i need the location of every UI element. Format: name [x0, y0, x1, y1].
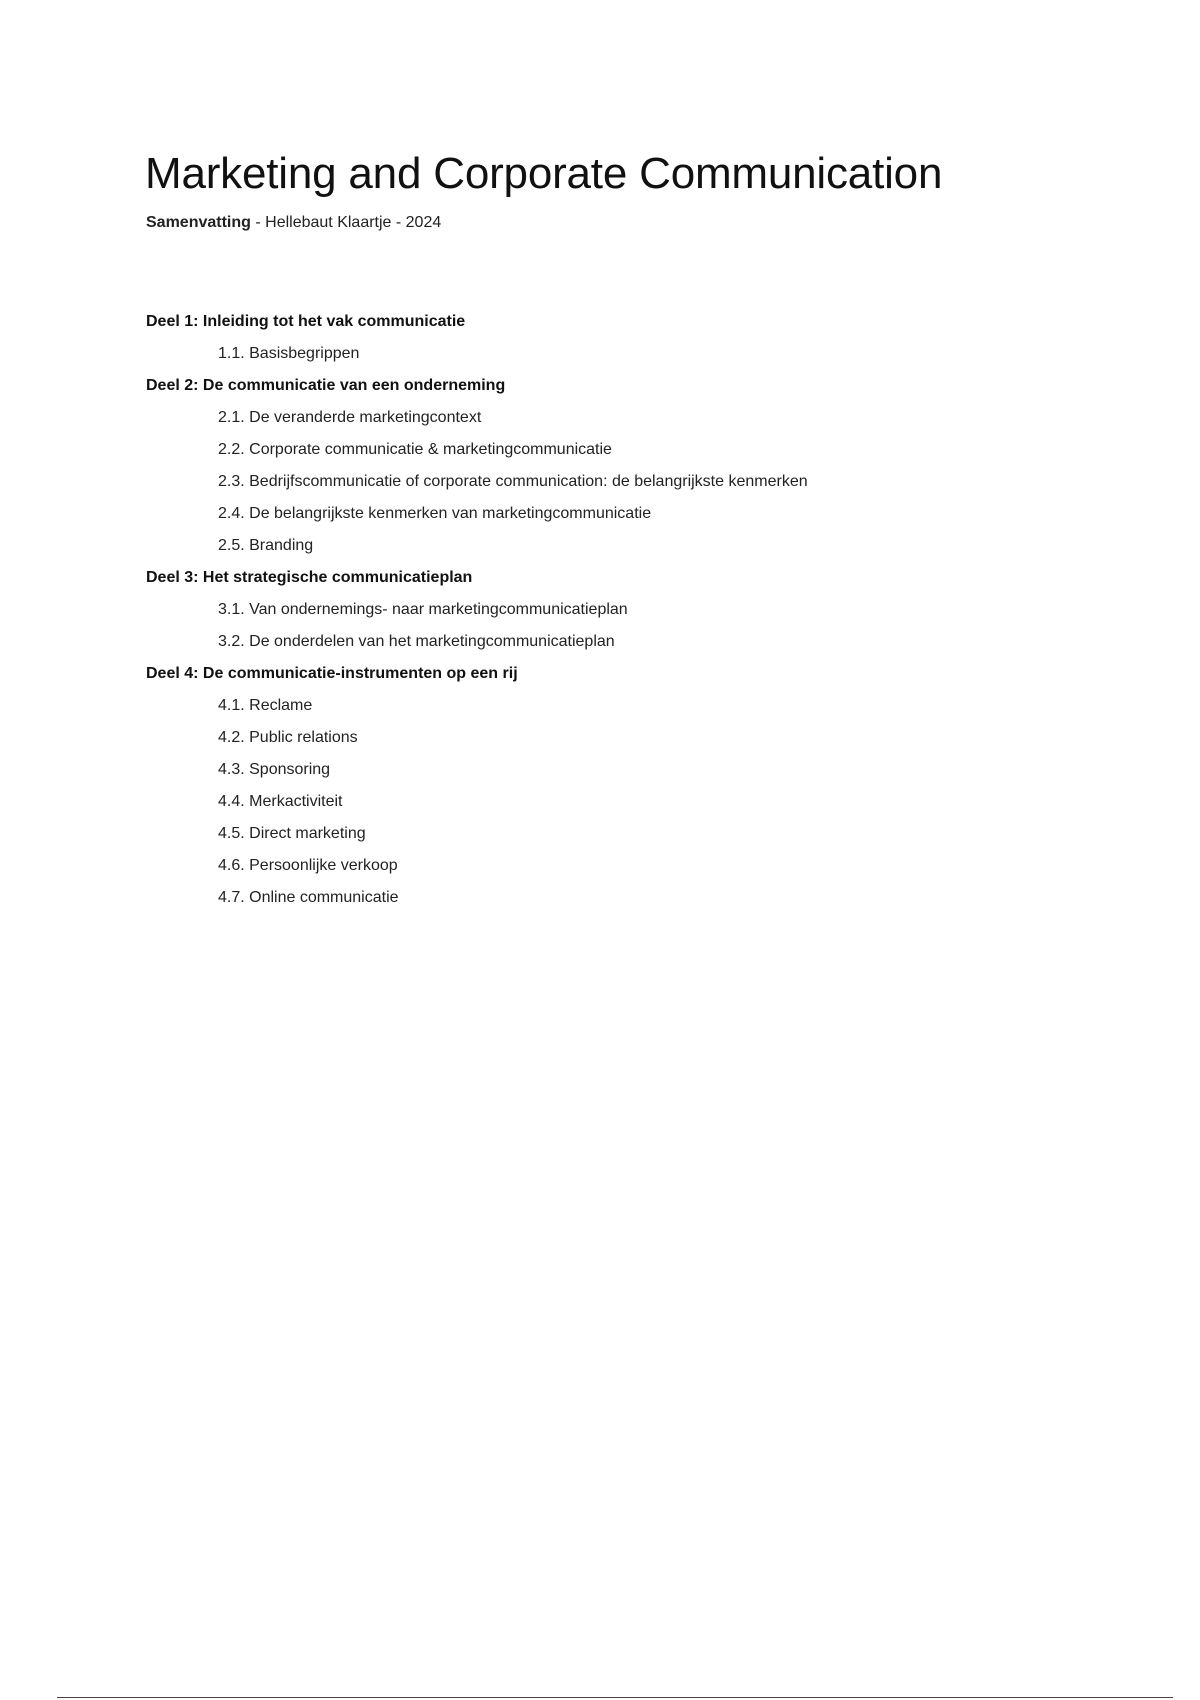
subtitle-author-year: - Hellebaut Klaartje - 2024 [250, 214, 442, 231]
toc-section-deel-4 [146, 663, 1096, 919]
toc-heading: Deel 1: Inleiding tot het vak communicatie [146, 313, 466, 330]
toc-item: 2.4. De belangrijkste kenmerken van marketingcommunicatie [218, 505, 652, 522]
toc-section-deel-3 [146, 567, 1096, 663]
toc-item: 4.1. Reclame [218, 697, 313, 714]
toc-item: 2.1. De veranderde marketingcontext [218, 409, 482, 426]
toc-item: 2.3. Bedrijfscommunicatie of corporate communication: de belangrijkste kenmerken [218, 473, 808, 490]
toc-item: 3.1. Van ondernemings- naar marketingcommunicatieplan [218, 601, 628, 618]
footer-divider [57, 1697, 1173, 1698]
document-title: Marketing and Corporate Communication [145, 149, 943, 198]
toc-item: 4.2. Public relations [218, 729, 358, 746]
document-subtitle [146, 213, 441, 232]
toc-heading: Deel 3: Het strategische communicatieplan [146, 569, 473, 586]
toc-item: 4.4. Merkactiviteit [218, 793, 343, 810]
toc-section-deel-2 [146, 375, 1096, 567]
toc-item: 4.5. Direct marketing [218, 825, 366, 842]
toc-item: 1.1. Basisbegrippen [218, 345, 360, 362]
subtitle-label: Samenvatting [146, 214, 251, 231]
toc-item: 2.5. Branding [218, 537, 314, 554]
toc-item: 4.6. Persoonlijke verkoop [218, 857, 398, 874]
toc-section-deel-1 [146, 311, 1096, 375]
toc-heading: Deel 2: De communicatie van een onderneming [146, 377, 506, 394]
toc-item: 3.2. De onderdelen van het marketingcommunicatieplan [218, 633, 615, 650]
table-of-contents [146, 311, 1096, 919]
toc-item: 4.3. Sponsoring [218, 761, 331, 778]
toc-item: 2.2. Corporate communicatie & marketingcommunicatie [218, 441, 612, 458]
toc-item: 4.7. Online communicatie [218, 889, 399, 906]
toc-heading: Deel 4: De communicatie-instrumenten op een rij [146, 665, 518, 682]
